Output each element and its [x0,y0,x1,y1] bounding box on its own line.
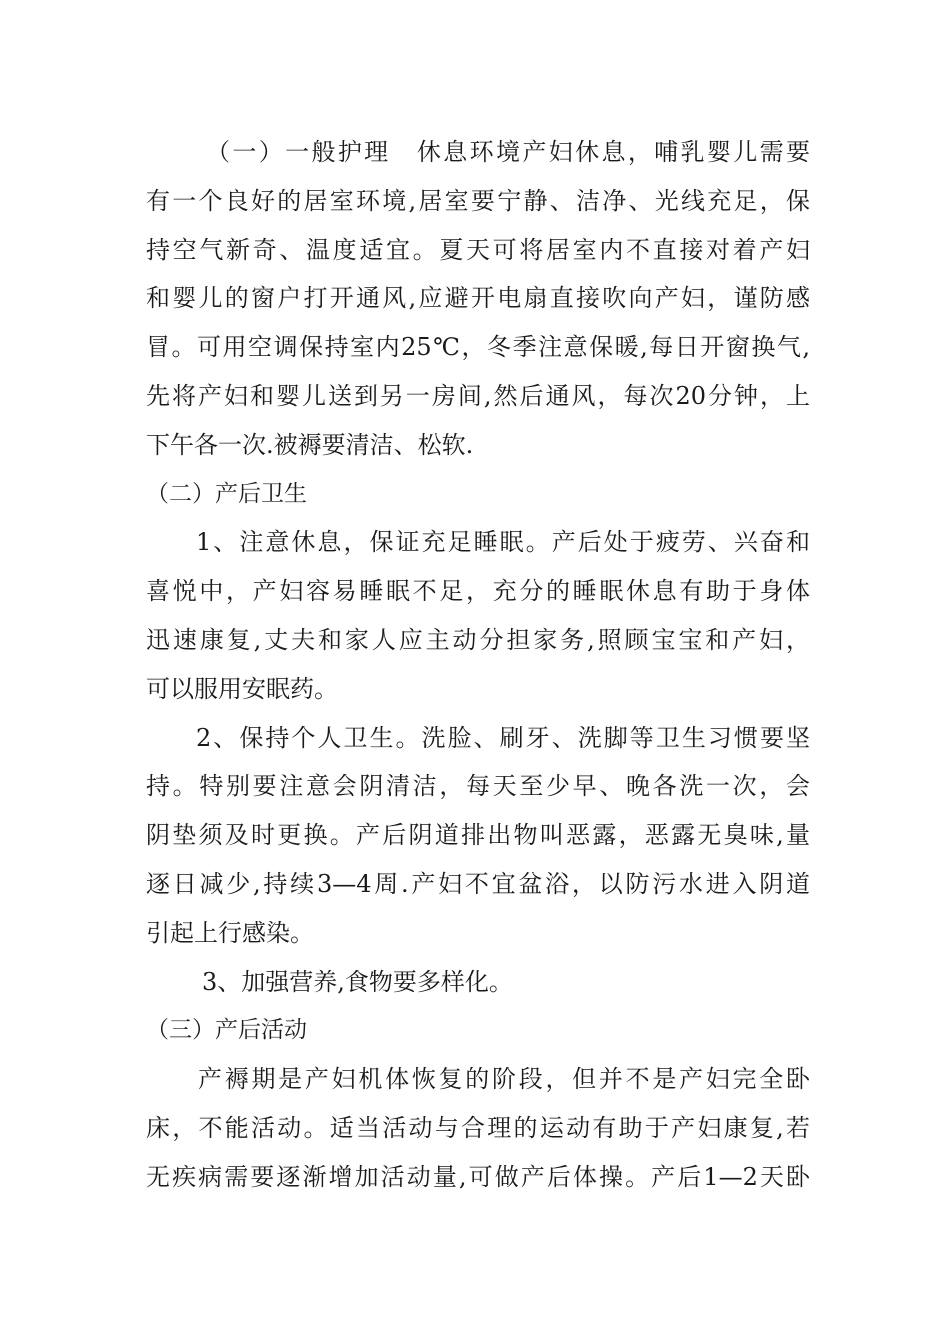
paragraph-line: 无疾病需要逐渐增加活动量,可做产后体操。产后1—2天卧 [146,1162,810,1191]
paragraph-line: 2、保持个人卫生。洗脸、刷牙、洗脚等卫生习惯要坚 [196,723,810,752]
paragraph-line: 3、加强营养,食物要多样化。 [202,967,513,996]
paragraph-line: 持。特别要注意会阴清洁，每天至少早、晚各洗一次，会 [146,772,810,801]
paragraph-line: 阴垫须及时更换。产后阴道排出物叫恶露，恶露无臭味,量 [146,821,810,850]
paragraph-line: 1、注意休息，保证充足睡眠。产后处于疲劳、兴奋和 [196,528,810,557]
paragraph-line: 有一个良好的居室环境,居室要宁静、洁净、光线充足，保 [146,186,810,215]
paragraph-line: 持空气新奇、温度适宜。夏天可将居室内不直接对着产妇 [146,235,810,264]
paragraph-line: 产褥期是产妇机体恢复的阶段，但并不是产妇完全卧 [198,1065,810,1094]
paragraph-line: 和婴儿的窗户打开通风,应避开电扇直接吹向产妇，谨防感 [146,284,810,313]
paragraph-line: 下午各一次.被褥要清洁、松软. [146,430,474,459]
paragraph-line: 可以服用安眠药。 [146,674,338,703]
paragraph-line: （一）一般护理 休息环境产妇休息，哺乳婴儿需要 [206,138,810,166]
paragraph-line: 冒。可用空调保持室内25℃，冬季注意保暖,每日开窗换气, [146,333,810,362]
paragraph-line: 逐日减少,持续3—4周.产妇不宜盆浴，以防污水进入阴道 [146,869,810,898]
paragraph-line: 床，不能活动。适当活动与合理的运动有助于产妇康复,若 [146,1113,810,1142]
paragraph-line: 喜悦中，产妇容易睡眠不足，充分的睡眠休息有助于身体 [146,577,810,606]
paragraph-line: 引起上行感染。 [146,918,314,947]
paragraph-line: 迅速康复,丈夫和家人应主动分担家务,照顾宝宝和产妇， [146,625,810,654]
paragraph-line: 先将产妇和婴儿送到另一房间,然后通风，每次20分钟，上 [146,381,810,410]
section-heading: （二）产后卫生 [146,480,307,507]
section-heading: （三）产后活动 [146,1017,307,1044]
document-page [146,128,810,1202]
